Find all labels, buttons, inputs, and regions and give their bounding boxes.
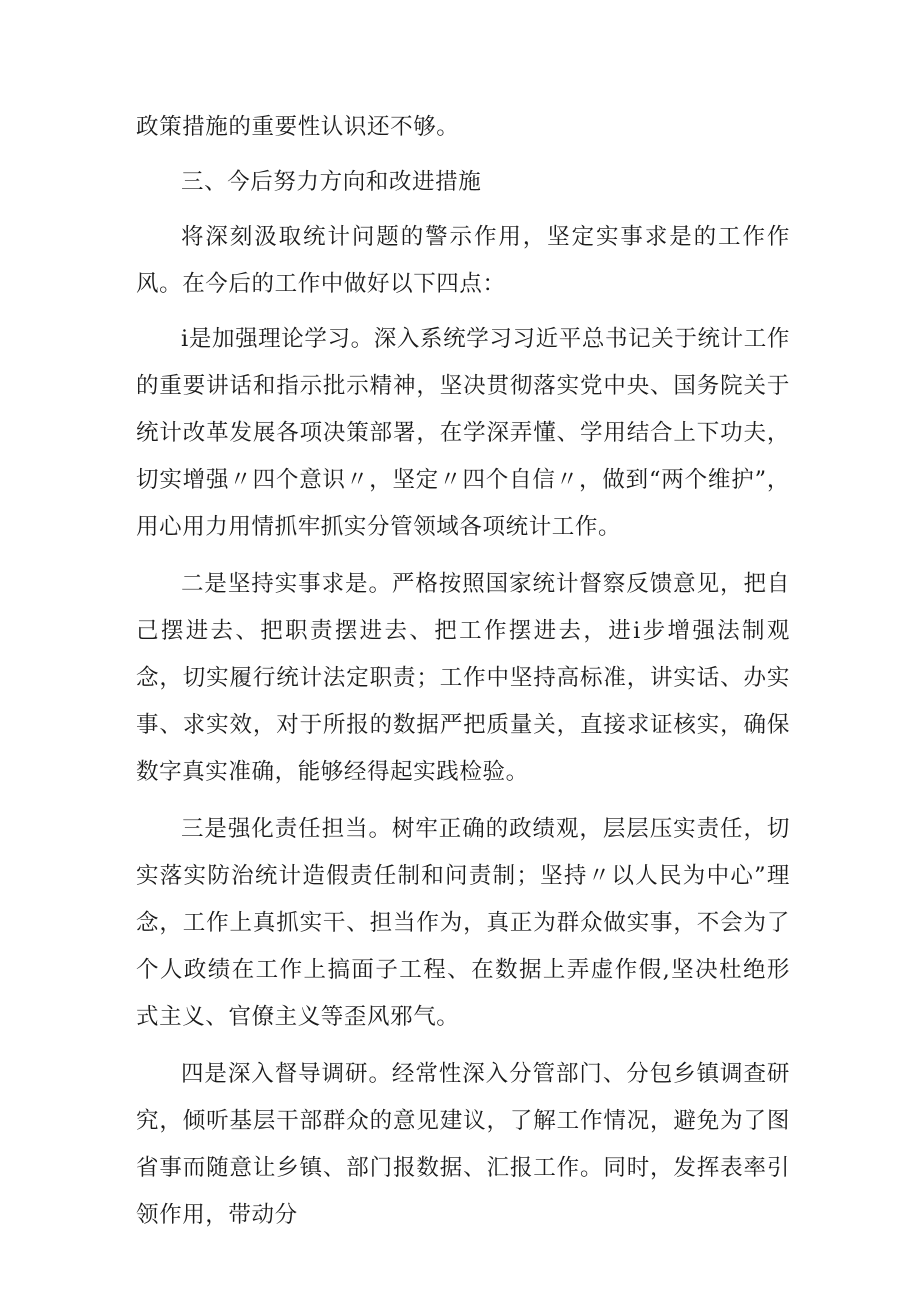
- paragraph-point-3: 三是强化责任担当。树牢正确的政绩观，层层压实责任，切实落实防治统计造假责任制和问责制；坚持〃以人民为中心”理念，工作上真抓实干、担当作为，真正为群众做实事，不会为了个人政绩在工作上搞面子工程、在数据上弄虚作假,坚决杜绝形式主义、官僚主义等歪风邪气。: [136, 816, 790, 1030]
- paragraph-intro: 将深刻汲取统计问题的警示作用，坚定实事求是的工作作风。在今后的工作中做好以下四点：: [136, 224, 790, 297]
- paragraph-continuation: 政策措施的重要性认识还不够。: [136, 114, 460, 140]
- paragraph-point-4: 四是深入督导调研。经常性深入分管部门、分包乡镇调查研究，倾听基层干部群众的意见建议，了解工作情况，避免为了图省事而随意让乡镇、部门报数据、汇报工作。同时，发挥表率引领作用，带动分: [136, 1061, 790, 1228]
- section-heading: 三、今后努力方向和改进措施: [181, 169, 482, 195]
- paragraph-point-1: i是加强理论学习。深入系统学习习近平总书记关于统计工作的重要讲话和指示批示精神，坚决贯彻落实党中央、国务院关于统计改革发展各项决策部署，在学深弄懂、学用结合上下功夫，切实增强〃四个意识〃，坚定〃四个自信〃，做到“两个维护”，用心用力用情抓牢抓实分管领域各项统计工作。: [136, 326, 790, 540]
- paragraph-point-2: 二是坚持实事求是。严格按照国家统计督察反馈意见，把自己摆进去、把职责摆进去、把工作摆进去，进i步增强法制观念，切实履行统计法定职责；工作中坚持高标准，讲实话、办实事、求实效，对于所报的数据严把质量关，直接求证核实，确保数字真实准确，能够经得起实践检验。: [136, 571, 790, 785]
- document-body: [136, 104, 790, 1239]
